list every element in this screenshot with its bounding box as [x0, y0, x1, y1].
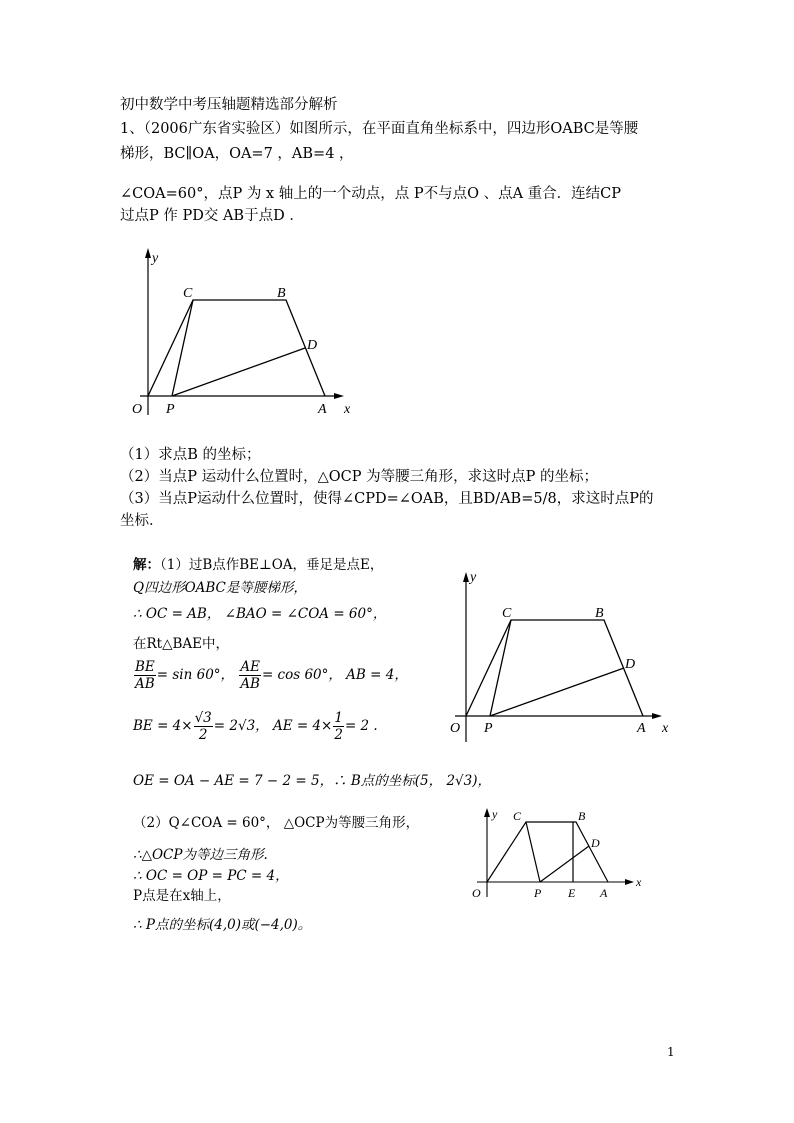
solution-line-11: P点是在x轴上，: [133, 888, 231, 904]
solution-line-10: ∴ OC = OP = PC = 4，: [133, 868, 289, 884]
fig3-x-arrow: [625, 879, 634, 885]
problem-line-2: 梯形，BC∥OA，OA=7 ，AB=4 ，: [120, 146, 354, 162]
fig2-label-d: D: [625, 657, 636, 672]
fig1-label-x: x: [344, 402, 351, 417]
fig2-label-b: B: [595, 606, 604, 621]
fig3-label-c: C: [513, 809, 522, 823]
fig3-y-arrow: [484, 808, 490, 817]
solution-line-3: ∴ OC = AB， ∠BAO = ∠COA = 60°，: [133, 606, 387, 622]
fig3-trapezoid: [487, 822, 608, 882]
fig1-label-d: D: [307, 338, 318, 353]
solution-line-6: BE = 4× $\frac{√3}{2}$ = 2√3， AE = 4× $\frac{1}{2}$ = 2 .: [133, 710, 378, 743]
fig3-label-p: P: [534, 886, 542, 900]
fig1-label-a: A: [318, 402, 327, 417]
fraction-sqrt3-2: $\frac{√3}{2}$: [194, 710, 212, 743]
fig2-label-o: O: [450, 721, 461, 736]
problem-line-1: 1、（2006广东省实验区）如图所示，在平面直角坐标系中，四边形OABC是等腰: [120, 121, 639, 137]
question-2: （2）当点P 运动什么位置时，△OCP 为等腰三角形，求这时点P 的坐标；: [120, 469, 598, 485]
question-3: （3）当点P运动什么位置时，使得∠CPD=∠OAB，且BD/AB=5/8，求这时点P的: [120, 491, 654, 507]
fig2-label-p: P: [484, 721, 493, 736]
fig2-label-y: y: [470, 570, 477, 585]
solution-line-8: （2）Q∠COA = 60°， △OCP为等腰三角形，: [133, 815, 420, 831]
page-number: 1: [667, 1045, 675, 1059]
fig3-line-cp: [526, 822, 540, 882]
fig3-label-x: x: [636, 875, 642, 889]
fig2-label-x: x: [662, 721, 669, 736]
fig1-label-y: y: [152, 251, 159, 266]
fig3-label-d: D: [591, 836, 600, 850]
fig3-label-e: E: [568, 886, 576, 900]
fig3-line-pd: [540, 846, 589, 882]
question-1: （1）求点B 的坐标；: [120, 447, 261, 463]
solution-line-5: $\frac{BE}{AB}$ = sin 60°， $\frac{AE}{AB}$ = cos 60°， AB = 4，: [135, 659, 408, 692]
fig3-label-y: y: [492, 807, 498, 821]
solution-1a: （1）过B点作BE⊥OA，垂足是点E，: [160, 557, 384, 573]
solution-line-7: OE = OA − AE = 7 − 2 = 5，∴ B点的坐标(5， 2√3)，: [133, 773, 491, 789]
fraction-1-2: $\frac{1}{2}$: [334, 710, 343, 743]
solution-line-9: ∴△OCP为等边三角形.: [133, 847, 268, 863]
fraction-ae-ab: $\frac{AE}{AB}$: [240, 659, 260, 692]
solution-line-2: Q四边形OABC是等腰梯形，: [133, 580, 307, 596]
fig3-label-o: O: [472, 886, 481, 900]
problem-line-3: ∠COA=60°，点P 为 x 轴上的一个动点，点 P不与点O 、点A 重合．连结CP: [120, 186, 622, 202]
fig1-label-o: O: [132, 402, 143, 417]
fig3-label-a: A: [600, 886, 608, 900]
fig2-label-a: A: [637, 721, 646, 736]
fig1-label-c: C: [183, 286, 193, 301]
solution-head: 解：: [133, 557, 160, 573]
fig3-label-b: B: [578, 809, 586, 823]
question-3-cont: 坐标．: [120, 513, 164, 529]
problem-line-4: 过点P 作 PD交 AB于点D ．: [120, 208, 304, 224]
solution-line-12: ∴ P点的坐标(4,0)或(−4,0)。: [133, 917, 312, 933]
fig1-label-b: B: [277, 286, 286, 301]
solution-line-4: 在Rt△BAE中，: [133, 636, 229, 652]
fraction-be-ab: $\frac{BE}{AB}$: [135, 659, 155, 692]
document-title: 初中数学中考压轴题精选部分解析: [120, 97, 338, 113]
fig1-label-p: P: [166, 402, 175, 417]
fig2-label-c: C: [502, 606, 512, 621]
